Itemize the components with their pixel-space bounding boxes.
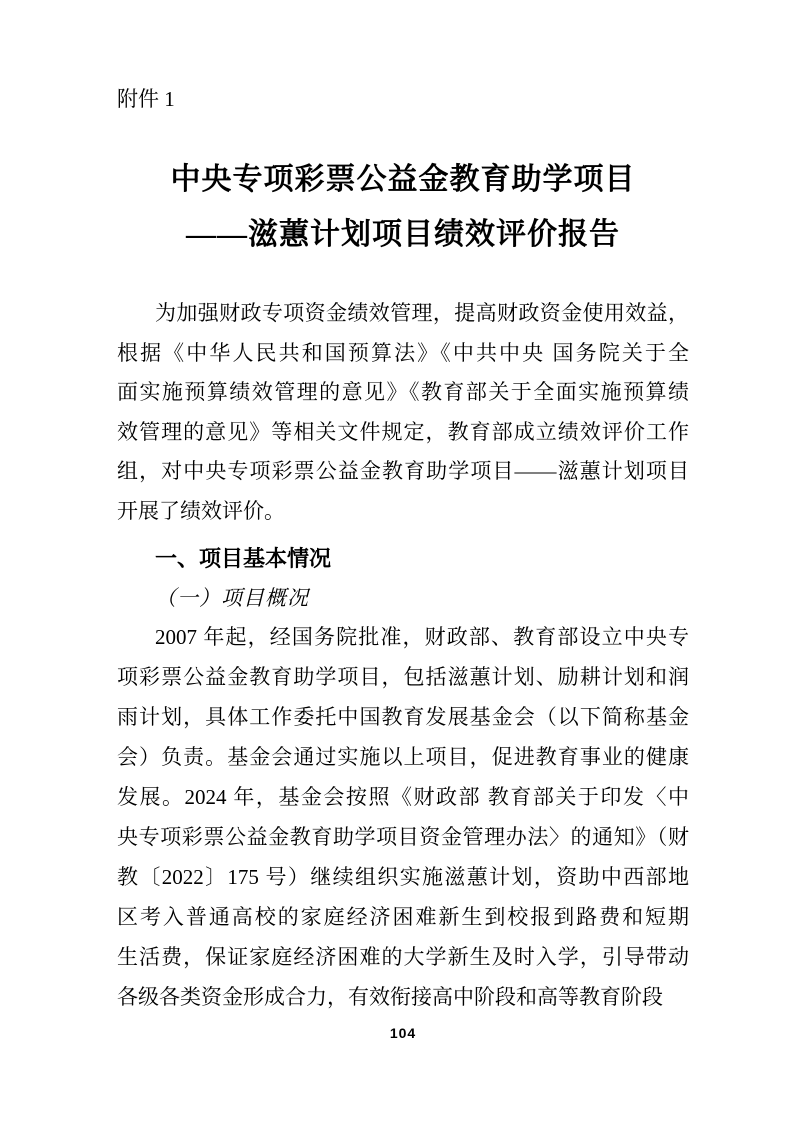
text-line: 2007 年起，经国务院批准，财政部、教育部设立中央专 [155,625,689,649]
text-line: 发展。2024 年，基金会按照《财政部 教育部关于印发〈中 [117,785,689,809]
subsection-heading-project-overview: （一）项目概况 [155,586,309,610]
text-line: 根据《中华人民共和国预算法》《中共中央 国务院关于全 [117,340,689,365]
text-line: 组，对中央专项彩票公益金教育助学项目——滋蕙计划项目 [117,459,689,483]
intro-paragraph [117,294,689,531]
text-line: 项彩票公益金教育助学项目，包括滋蕙计划、励耕计划和润 [117,665,689,689]
document-title-line-2: ——滋蕙计划项目绩效评价报告 [186,218,620,251]
text-line: 会）负责。基金会通过实施以上项目，促进教育事业的健康 [117,745,689,769]
text-line: 效管理的意见》等相关文件规定，教育部成立绩效评价工作 [117,419,689,444]
overview-paragraph [117,617,689,1017]
section-heading-project-basics: 一、项目基本情况 [155,546,332,571]
document-title [117,152,689,262]
text-line: 开展了绩效评价。 [117,498,285,523]
text-line: 面实施预算绩效管理的意见》《教育部关于全面实施预算绩 [117,380,689,404]
text-line: 区考入普通高校的家庭经济困难新生到校报到路费和短期 [117,905,689,929]
text-line: 各级各类资金形成合力，有效衔接高中阶段和高等教育阶段 [117,985,663,1009]
text-line: 教〔2022〕175 号）继续组织实施滋蕙计划，资助中西部地 [117,865,689,889]
text-line: 雨计划，具体工作委托中国教育发展基金会（以下简称基金 [117,705,689,729]
text-line: 生活费，保证家庭经济困难的大学新生及时入学，引导带动 [117,945,689,969]
text-line: 央专项彩票公益金教育助学项目资金管理办法〉的通知》（财 [117,825,689,849]
page-number: 104 [389,1025,417,1041]
document-title-line-1: 中央专项彩票公益金教育助学项目 [170,163,636,196]
attachment-label: 附件 1 [117,87,175,111]
text-line: 为加强财政专项资金绩效管理，提高财政资金使用效益， [155,301,689,325]
